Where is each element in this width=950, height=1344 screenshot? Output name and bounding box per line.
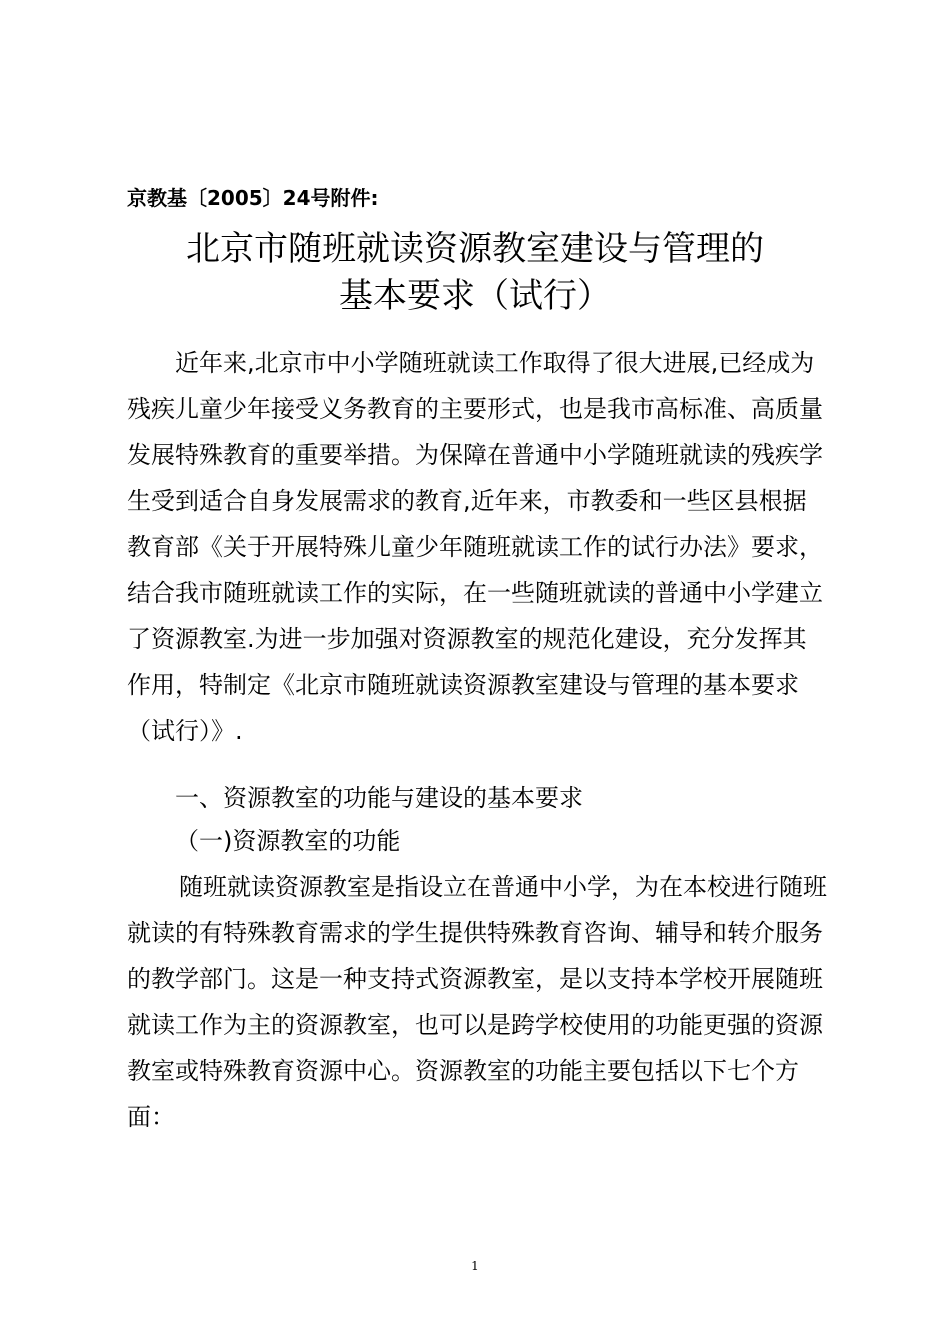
document-title-line-2: 基本要求（试行） — [339, 276, 611, 316]
section-heading: 一、资源教室的功能与建设的基本要求 — [175, 784, 583, 812]
subsection-heading: （一)资源教室的功能 — [175, 827, 401, 855]
section-paragraph: 随班就读资源教室是指设立在普通中小学，为在本校进行随班就读的有特殊教育需求的学生提供特殊教育咨询、辅导和转介服务的教学部门。这是一种支持式资源教室，是以支持本学校开展随班就读工作为主的资源教室，也可以是跨学校使用的功能更强的资源教室或特殊教育资源中心。资源教室的功能主要包括以下七个方面： — [127, 873, 827, 1131]
page-number: 1 — [471, 1259, 479, 1273]
document-reference: 京教基〔2005〕24号附件: — [127, 186, 379, 210]
intro-paragraph: 近年来,北京市中小学随班就读工作取得了很大进展,已经成为残疾儿童少年接受义务教育的主要形式，也是我市高标准、高质量发展特殊教育的重要举措。为保障在普通中小学随班就读的残疾学生受到适合自身发展需求的教育,近年来，市教委和一些区县根据教育部《关于开展特殊儿童少年随班就读工作的试行办法》要求，结合我市随班就读工作的实际，在一些随班就读的普通中小学建立了资源教室.为进一步加强对资源教室的规范化建设，充分发挥其作用，特制定《北京市随班就读资源教室建设与管理的基本要求（试行）》. — [127, 349, 823, 745]
document-title-line-1: 北京市随班就读资源教室建设与管理的 — [186, 229, 764, 269]
